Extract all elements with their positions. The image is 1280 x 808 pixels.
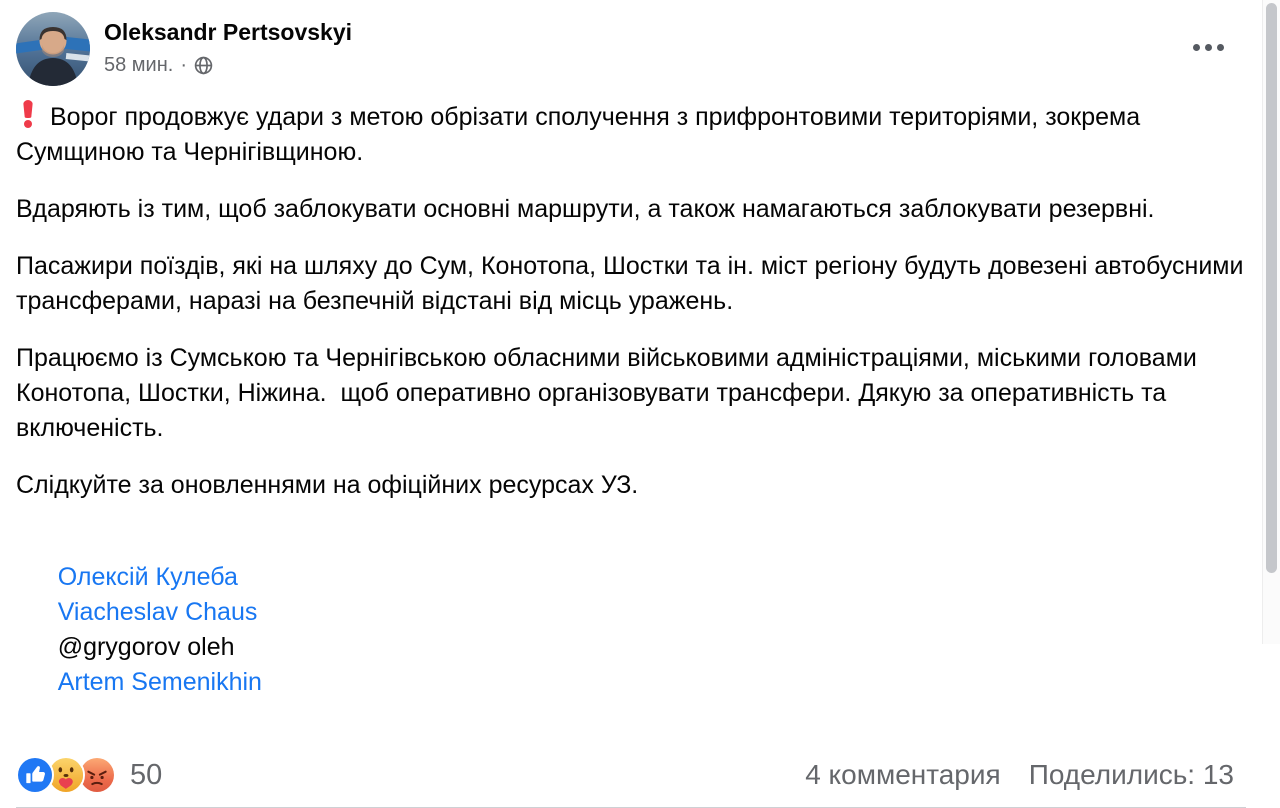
shares-count[interactable]: Поделились: 13: [1028, 759, 1234, 790]
post-header: [16, 12, 1246, 86]
ellipsis-icon: [1193, 44, 1200, 51]
post-paragraph: Пасажири поїздів, які на шляху до Сум, Конотопа, Шостки та ін. міст регіону будуть довезені автобусними трансферами, наразі на безпечній відстані від місць уражень.: [16, 252, 1251, 315]
tag-mention-plain: @grygorov oleh: [57, 633, 235, 661]
like-reaction-icon: [16, 756, 54, 794]
engagement-bar: [16, 753, 1246, 797]
post-options-button[interactable]: [1185, 36, 1232, 59]
post-meta: [104, 54, 352, 77]
post-paragraph: [16, 100, 1246, 170]
red-exclamation-emoji: [16, 100, 42, 128]
tagged-people-line: [16, 525, 1246, 735]
tag-link[interactable]: Artem Semenikhin: [57, 668, 262, 696]
post-paragraph: Слідкуйте за оновленнями на офіційних ресурсах УЗ.: [16, 471, 639, 499]
avatar[interactable]: [16, 12, 90, 86]
comments-count[interactable]: 4 комментария: [805, 759, 1001, 790]
meta-separator: ·: [180, 53, 187, 76]
scrollbar-thumb[interactable]: [1266, 3, 1277, 573]
reaction-summary[interactable]: [16, 756, 162, 794]
post-body: [16, 100, 1251, 735]
post-paragraph: Вдаряють із тим, щоб заблокувати основні маршрути, а також намагаються заблокувати резервні.: [16, 195, 1155, 223]
tag-link[interactable]: Олексій Кулеба: [57, 563, 238, 591]
tag-link[interactable]: Viacheslav Chaus: [57, 598, 258, 626]
author-name[interactable]: Oleksandr Pertsovskyi: [104, 19, 353, 45]
scrollbar[interactable]: [1262, 0, 1280, 644]
timestamp[interactable]: 58 мин.: [104, 53, 174, 76]
header-text: [104, 12, 352, 77]
globe-icon: [194, 56, 213, 75]
post-paragraph: Працюємо із Сумською та Чернігівською обласними військовими адміністраціями, міськими головами Конотопа, Шостки, Ніжина. щоб оперативно організовувати трансфери. Дякую за оперативність та включеність.: [16, 344, 1204, 442]
post-stats: [805, 759, 1234, 791]
reaction-count[interactable]: 50: [130, 758, 163, 791]
paragraph-text: Ворог продовжує удари з метою обрізати сполучення з прифронтовими територіями, зокрема Сумщиною та Чернігівщиною.: [16, 103, 1148, 166]
